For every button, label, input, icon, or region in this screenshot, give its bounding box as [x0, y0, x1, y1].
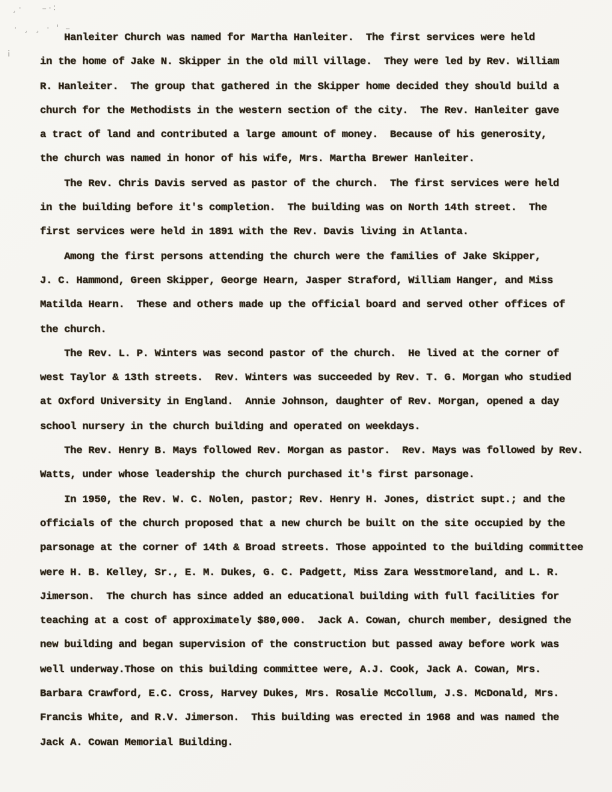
text-line: in the building before it's completion. The building was on North 14th street. The: [40, 202, 547, 215]
paragraph: [40, 439, 586, 488]
text-line: new building and began supervision of the construction but passed away before work was: [40, 639, 560, 652]
pencil-mark: –·∶: [42, 4, 58, 14]
text-line: Jimerson. The church has since added an educational building with full facilities for: [40, 590, 560, 603]
pencil-mark: · ¸ ¸ · ' –: [14, 24, 72, 34]
text-line: school nursery in the church building and operated on weekdays.: [40, 420, 421, 433]
text-line: the church was named in honor of his wife, Mrs. Martha Brewer Hanleiter.: [40, 153, 475, 166]
paragraph: [40, 172, 586, 245]
text-line: at Oxford University in England. Annie Johnson, daughter of Rev. Morgan, opened a day: [40, 396, 560, 409]
text-line: were H. B. Kelley, Sr., E. M. Dukes, G. C. Padgett, Miss Zara Wesstmoreland, and L. R.: [40, 566, 560, 579]
text-line: west Taylor & 13th streets. Rev. Winters was succeeded by Rev. T. G. Morgan who studied: [40, 372, 572, 385]
text-line: The Rev. L. P. Winters was second pastor of the church. He lived at the corner of: [40, 347, 560, 360]
text-line: J. C. Hammond, Green Skipper, George Hearn, Jasper Straford, William Hanger, and Miss: [40, 274, 554, 287]
text-line: Francis White, and R.V. Jimerson. This building was erected in 1968 and was named the: [40, 712, 560, 725]
text-line: The Rev. Henry B. Mays followed Rev. Morgan as pastor. Rev. Mays was followed by Rev.: [40, 445, 584, 458]
text-line: officials of the church proposed that a new church be built on the site occupied by the: [40, 517, 566, 530]
paragraph: [40, 26, 586, 172]
text-line: In 1950, the Rev. W. C. Nolen, pastor; Rev. Henry H. Jones, district supt.; and the: [40, 493, 566, 506]
text-line: R. Hanleiter. The group that gathered in the Skipper home decided they should build a: [40, 80, 560, 93]
text-line: in the home of Jake N. Skipper in the old mill village. They were led by Rev. William: [40, 56, 560, 69]
paragraph: [40, 245, 586, 342]
pencil-mark: ¸·: [12, 4, 24, 14]
paragraph: [40, 342, 586, 439]
text-line: Matilda Hearn. These and others made up the official board and served other offices of: [40, 299, 566, 312]
text-line: Among the first persons attending the church were the families of Jake Skipper,: [40, 250, 541, 263]
text-line: well underway.Those on this building committee were, A.J. Cook, Jack A. Cowan, Mrs.: [40, 663, 541, 676]
paragraph: [40, 488, 586, 755]
text-line: Watts, under whose leadership the church purchased it's first parsonage.: [40, 469, 475, 482]
text-line: Jack A. Cowan Memorial Building.: [40, 736, 234, 749]
text-line: the church.: [40, 323, 107, 336]
text-line: first services were held in 1891 with the Rev. Davis living in Atlanta.: [40, 226, 469, 239]
pencil-mark: ¡: [7, 48, 13, 58]
document-text: [40, 26, 586, 755]
text-line: teaching at a cost of approximately $80,000. Jack A. Cowan, church member, designed the: [40, 615, 572, 628]
text-line: Hanleiter Church was named for Martha Hanleiter. The first services were held: [40, 32, 535, 44]
text-line: a tract of land and contributed a large amount of money. Because of his generosity,: [40, 129, 547, 142]
text-line: The Rev. Chris Davis served as pastor of the church. The first services were held: [40, 177, 560, 190]
text-line: church for the Methodists in the western section of the city. The Rev. Hanleiter gave: [40, 104, 560, 117]
text-line: Barbara Crawford, E.C. Cross, Harvey Dukes, Mrs. Rosalie McCollum, J.S. McDonald, Mrs.: [40, 688, 560, 701]
text-line: parsonage at the corner of 14th & Broad streets. Those appointed to the building committee: [40, 542, 584, 555]
